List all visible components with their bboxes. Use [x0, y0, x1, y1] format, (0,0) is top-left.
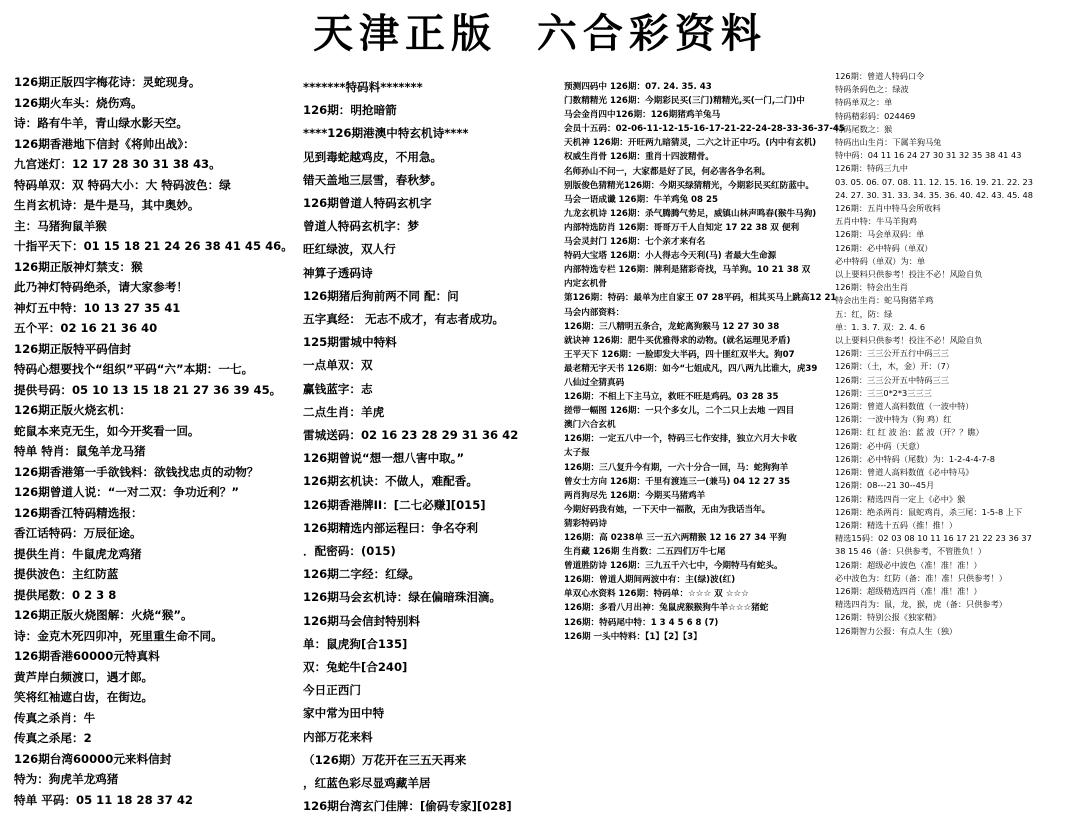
text-line: 预测四码中 126期：07. 24. 35. 43 — [564, 82, 712, 92]
text-line: 赢钱蓝字：志 — [303, 381, 373, 396]
text-line: 澳门六合玄机 — [564, 420, 616, 431]
text-line: 九宫迷灯：12 17 28 30 31 38 43。 — [14, 157, 221, 171]
text-line: 单：鼠虎狗[合135] — [303, 636, 408, 651]
text-line: 雷城送码：02 16 23 28 29 31 36 42 — [303, 428, 519, 443]
text-line: 猜彩特码诗 — [564, 518, 607, 529]
text-line: 生肖藏 126期 生肖数：二五四们万牛七尾 — [564, 547, 726, 558]
column-1-text — [14, 72, 294, 807]
column-4-text — [835, 70, 1075, 674]
text-line: 搓带一幅图 126期：一只个多女儿，二个二只上去地 一四目 — [564, 406, 795, 417]
text-line: 126期台湾60000元来料信封 — [14, 751, 172, 766]
text-line: 126期：超级精选四肖（准！准！准！） — [835, 585, 982, 596]
text-line: 提供尾数：0 2 3 8 — [14, 587, 117, 602]
text-line: 126期香港地下信封《将帅出战》： — [14, 136, 195, 151]
text-line: 126期：特会出生肖 — [835, 282, 908, 293]
text-line: 126期香港牌II：[二七必赚][015] — [303, 497, 486, 512]
text-line: 特码出山生肖：下属羊狗马兔 — [835, 137, 942, 148]
text-line: 五字真经： 无志不成才，有志者成功。 — [303, 312, 505, 327]
text-line: 就诀神 126期：肥牛买优雅得求的动物。(就名运理见矛盾) — [564, 335, 791, 346]
text-line: 特为：狗虎羊龙鸡猪 — [14, 772, 119, 786]
text-line: 五个平：02 16 21 36 40 — [14, 321, 158, 335]
text-line: 126期智力公报：有点人生（独） — [835, 625, 958, 636]
column-3-text — [564, 80, 845, 670]
text-line: 九龙玄机诗 126期：杀气腾腾气势足，威镇山林声鸣春(猴牛马狗) — [564, 208, 817, 219]
text-line: 特会出生肖：蛇马狗猪羊鸡 — [835, 295, 934, 306]
text-line: 以上要料只供参考！投注不必！风险自负 — [835, 269, 983, 280]
text-line: 王平天下 126期：一脸即发大半码，四十匪红双半大。狗07 — [564, 349, 795, 360]
text-line: 特码单双之：单 — [835, 97, 893, 108]
text-line: 特单 平码：05 11 18 28 37 42 — [14, 792, 193, 807]
text-line: 特码大宝塔 126期：小人得志今天利(马) 者最大生命源 — [564, 251, 777, 262]
text-line: 126期：马会单双码：单 — [835, 229, 925, 240]
text-line: 03. 05. 06. 07. 08. 11. 12. 15. 16. 19. 21. 22. 23 — [835, 176, 1033, 187]
text-line: 内部万花来料 — [303, 729, 373, 744]
text-line: ****126期港澳中特玄机诗**** — [303, 126, 469, 141]
text-line: 曾道胜防诗 126期：三九五千六七中，今期特马有蛇头。 — [564, 561, 783, 572]
text-line: 别版俊色猜精光126期：今期买绿猜精光，今期彩民买红防蓝中。 — [564, 180, 814, 191]
text-line: 126期：明抢暗箭 — [303, 103, 397, 118]
text-line: 必中特码（单双）为：单 — [835, 255, 926, 266]
text-line: 126期：高 0238单 三一五六两精猴 12 16 27 34 平狗 — [564, 533, 787, 543]
text-line: 八仙过全猜真码 — [564, 377, 625, 388]
text-line: 太子报 — [564, 448, 590, 459]
text-line: 第126期：特码：最单为庄自家王 07 28平码，相其买马上跳高12 21 — [564, 293, 837, 304]
text-line: 126期：曾道人高料数值（一波中特） — [835, 401, 974, 412]
text-line: 126期：精选四肖一定上《必中》猴 — [835, 493, 966, 504]
text-line: 笑将红袖遮白齿，在街边。 — [14, 690, 154, 704]
text-line: 126期：不相上下主马立，救旺不旺是鸡码。03 28 35 — [564, 392, 779, 403]
text-line: 家中常为田中特 — [303, 706, 385, 721]
text-line: 特码单双：双 特码大小：大 特码波色：绿 — [14, 177, 231, 192]
text-line: *******特码料******* — [303, 80, 423, 94]
text-line: 五：红，防：绿 — [835, 308, 893, 319]
text-line: 五肖中特：牛马羊狗鸡 — [835, 216, 917, 227]
text-line: 今期好码我有她，一下天中一福散，无由为我话当年。 — [564, 504, 771, 515]
page-title: 天津正版 六合彩资料 — [313, 10, 767, 57]
text-line: 126期：三三公开五中特码三三 — [835, 374, 949, 385]
text-line: 门数精精光 126期：今期彩民买(三门)精精光,买(一门,二门)中 — [564, 96, 805, 107]
text-line: 126期：08---21 30--45月 — [835, 480, 935, 491]
text-line: 126期：曾道人期间两波中有：主(绿)波(红) — [564, 575, 736, 586]
text-line: 126期精选内部运程曰：争名夺利 — [303, 520, 478, 535]
text-line: 126期正版四字梅花诗：灵蛇现身。 — [14, 75, 201, 89]
text-line: 神算子透码诗 — [303, 265, 373, 280]
text-line: 最老精无字天书 126期：如今“七姐成凡，四八两九比谁大，虎39 — [564, 363, 818, 374]
text-line: 传真之杀肖：牛 — [14, 710, 96, 725]
text-line: 特中码：04 11 16 24 27 30 31 32 35 38 41 43 — [835, 150, 1022, 161]
text-line: 126期正版特平码信封 — [14, 341, 131, 356]
text-line: 126期：特码尾中特：1 3 4 5 6 8 (7) — [564, 617, 719, 628]
text-line: 今日正西门 — [303, 683, 361, 698]
text-line: 126期：绝杀两肖：鼠蛇鸡肖，杀三尾：1-5-8 上下 — [835, 506, 1023, 517]
text-line: 马会灵封门 126期：七个亲才来有名 — [564, 237, 706, 248]
text-line: 错天盖地三层雪，春秋梦。 — [303, 172, 443, 187]
text-line: 126期玄机诀：不做人，难配香。 — [303, 474, 478, 489]
text-line: 38 15 46（备：只供参考，不管胜负！） — [835, 546, 987, 557]
text-line: 二点生肖：羊虎 — [303, 404, 385, 419]
text-line: 126期：三三公开五行中码三三 — [835, 348, 949, 359]
text-line: 特码条码色之：绿波 — [835, 84, 909, 95]
text-line: 马会内部资料： — [564, 307, 625, 318]
text-line: 126期台湾玄门佳牌：[偷码专家][028] — [303, 799, 512, 814]
text-line: 126期：必中特码（单双） — [835, 242, 933, 253]
text-line: 126期：三三0*2*3三三三 — [835, 387, 932, 398]
text-line: 单双心水资料 126期：特码单：☆☆☆ 双 ☆☆☆ — [564, 589, 749, 600]
text-line: 特码尾数之：猴 — [835, 123, 893, 134]
text-line: 126期：一定五八中一个，特码三七作安排，独立六月大卡收 — [564, 434, 797, 445]
text-line: 126期：必中码（天意） — [835, 440, 925, 451]
text-line: 126期香江特码精选报： — [14, 505, 143, 520]
text-line: 内定玄机骨 — [564, 279, 607, 290]
text-line: 125期雷城中特料 — [303, 335, 397, 350]
text-line: 主：马猪狗鼠羊猴 — [14, 218, 107, 233]
text-line: 传真之杀尾：2 — [14, 731, 92, 745]
text-line: 一点单双：双 — [303, 358, 373, 373]
text-line: 126期正版火烧玄机： — [14, 403, 131, 417]
text-line: 黄芦岸白频渡口，遇才郎。 — [14, 669, 154, 684]
text-line: 此乃神灯特码绝杀，请大家参考！ — [14, 280, 188, 294]
text-line: 126期曾道人说：“一对二双：争功近利？” — [14, 485, 239, 499]
text-line: 提供波色：主红防蓝 — [14, 567, 119, 581]
text-line: 见到毒蛇越鸡皮，不用急。 — [303, 149, 443, 164]
text-line: 126期曾道人特码玄机字 — [303, 196, 432, 211]
text-line: 两肖狗尽先 126期：今期买马猪鸡羊 — [564, 490, 706, 501]
text-line: 126期：三八精明五条合，龙蛇离狗猴马 12 27 30 38 — [564, 321, 780, 332]
text-line: 126期：红 红 波 治：蓝 波（开？？瞧） — [835, 427, 984, 438]
text-line: 126期猪后狗前两不同 配：问 — [303, 288, 459, 303]
text-line: 126期马会信封特别料 — [303, 613, 420, 628]
text-line: 生肖玄机诗：是牛是马，其中奥妙。 — [14, 198, 200, 212]
text-line: 马会金肖四中126期：126期猪鸡羊兔马 — [564, 110, 721, 121]
text-line: 神灯五中特：10 13 27 35 41 — [14, 300, 181, 315]
text-line: 以上要料只供参考！投注不必！风险自负 — [835, 335, 983, 346]
text-line: 126期 一头中特料：【1】【2】【3】 — [564, 631, 702, 642]
text-line: 126期：超级必中波色（准！准！准！） — [835, 559, 982, 570]
text-line: 权威生肖骨 126期：重肖十四波精骨。 — [564, 152, 714, 163]
text-line: 126期：特别公报《独家精》 — [835, 612, 941, 623]
text-line: 特码心想要找个“组织”平码“六”本期：一七。 — [14, 362, 254, 376]
text-line: 126期马会玄机诗：绿在偏暗珠泪滴。 — [303, 590, 502, 605]
text-line: 126期曾说“想一想八害中取。” — [303, 451, 465, 466]
text-line: 双：兔蛇牛[合240] — [303, 660, 408, 675]
text-line: 曾道人特码玄机字：梦 — [303, 219, 419, 234]
text-line: 126期二字经：红绿。 — [303, 567, 420, 582]
text-line: 内部特选专栏 126期：牌利是猪彩奇找，马羊狗。10 21 38 双 — [564, 265, 811, 276]
text-line: 精选15码：02 03 08 10 11 16 17 21 22 23 36 37 — [835, 533, 1032, 544]
text-line: 特码精彩码：024469 — [835, 110, 916, 121]
text-line: 126期香港第一手欲钱料：欲钱找忠贞的动物？ — [14, 464, 259, 479]
text-line: 会员十五码：02-06-11-12-15-16-17-21-22-24-28-33-36-37-45 — [564, 124, 845, 135]
text-line: 内部特选防肖 126期：哥哥万千人自知定 17 22 38 双 便利 — [564, 222, 800, 233]
text-line: 香江话特码：万辰征途。 — [14, 526, 142, 540]
text-line: ．配密码：(015) — [303, 544, 396, 559]
text-line: 诗：路有牛羊，青山绿水影天空。 — [14, 116, 188, 130]
text-line: ，红蓝色彩尽显鸡藏羊居 — [303, 776, 431, 791]
text-line: 126期：一波中特为（狗 鸡）红 — [835, 414, 952, 425]
text-line: 126期正版神灯禁支：猴 — [14, 259, 143, 274]
text-line: 名师孙山不问一，大家都是好了民，何必害各争名利。 — [564, 166, 771, 177]
text-line: 126期：多看八月出神：兔鼠虎猴猴狗牛羊☆☆☆猪蛇 — [564, 603, 769, 614]
text-line: 特单 特肖：鼠兔羊龙马猪 — [14, 444, 146, 458]
text-line: 126期：五肖中特马会所收料 — [835, 203, 941, 214]
text-line: 提供号码：05 10 13 15 18 21 27 36 39 45。 — [14, 382, 282, 397]
text-line: 必中波色为：红防（备：准！准！只供参考！） — [835, 572, 1007, 583]
text-line: 126期：曾道人高料数值《必中特马》 — [835, 467, 974, 478]
text-line: 诗：金克木死四卯冲，死里重生命不同。 — [14, 628, 223, 643]
text-line: 单：1. 3. 7. 双：2. 4. 6 — [835, 321, 926, 332]
text-line: 24. 27. 30. 31. 33. 34. 35. 36. 40. 42. 43. 45. 48 — [835, 189, 1033, 200]
text-line: 旺红绿波，双人行 — [303, 242, 396, 257]
text-line: 126期：特码三九中 — [835, 163, 908, 174]
text-line: 126期：曾道人特码口令 — [835, 71, 925, 81]
text-line: 十指平天下：01 15 18 21 24 26 38 41 45 46。 — [14, 239, 293, 253]
text-line: 马会一语成谶 126期：牛羊鸡兔 08 25 — [564, 194, 718, 205]
text-line: 曾女士方向 126期：千里有渡连三一(兼马) 04 12 27 35 — [564, 476, 791, 487]
text-line: 蛇鼠本来克无生，如今开奖看一回。 — [14, 423, 200, 438]
text-line: 提供生肖：牛鼠虎龙鸡猪 — [14, 546, 142, 561]
text-line: （126期）万花开在三五天再来 — [303, 752, 467, 767]
text-line: 精选四肖为：鼠，龙，猴，虎（备：只供参考） — [835, 599, 1007, 610]
text-line: 126期香港60000元特真料 — [14, 649, 160, 663]
column-2-text — [303, 76, 555, 814]
text-line: 126期火车头：烧伤鸡。 — [14, 95, 143, 110]
text-line: 126期：（土，木，金）开：（7） — [835, 361, 955, 372]
text-line: 126期正版火烧图解：火烧“猴”。 — [14, 608, 193, 622]
text-line: 126期：精选十五码（推！推！） — [835, 519, 958, 530]
text-line: 126期：三八复升今有期，一六十分合一回，马：蛇狗狗羊 — [564, 462, 789, 473]
text-line: 126期：必中特码（尾数）为：1-2-4-4-7-8 — [835, 453, 995, 464]
text-line: 天机神 126期：开旺两九暗猜灵，二六之计正中巧。(内中有玄机) — [564, 138, 817, 149]
